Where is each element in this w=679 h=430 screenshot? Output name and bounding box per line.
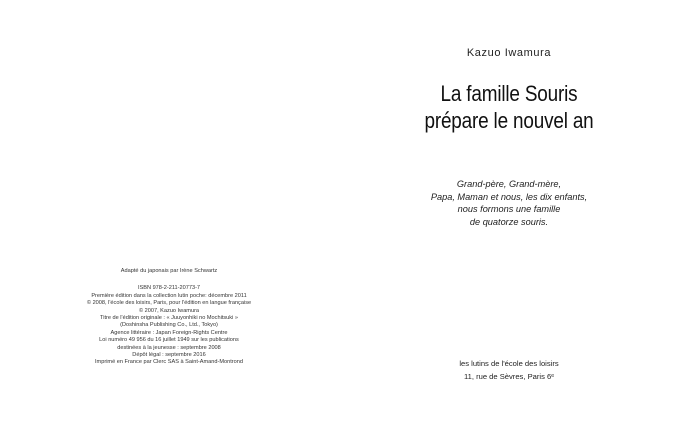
colophon [60,268,278,367]
epigraph-line-2: Papa, Maman et nous, les dix enfants, [430,191,588,202]
printer-line: Imprimé en France par Clerc SAS à Saint-Amand-Montrond [95,359,243,366]
publisher-address: 11, rue de Sèvres, Paris 6ᵉ [463,372,555,381]
book-title [363,80,655,134]
translation-credit: Adapté du japonais par Irène Schwartz [120,268,218,274]
title-line-2: prépare le nouvel an [424,108,594,133]
epigraph-line-3: nous formons une famille [457,204,561,215]
epigraph-line-1: Grand-père, Grand-mère, [456,179,562,189]
publisher-name: les lutins de l'école des loisirs [459,359,559,368]
title-line-1: La famille Souris [440,81,578,106]
original-title-line: Titre de l'édition originale : « Juuyonhiki no Mochitsuki » [100,315,238,322]
epigraph [339,178,679,228]
author-name: Kazuo Iwamura [466,47,552,59]
legal-deposit-line: Dépôt légal : septembre 2016 [132,352,206,359]
first-edition-line: Première édition dans la collection lutin poche: décembre 2011 [91,292,247,299]
epigraph-line-4: de quatorze souris. [469,216,549,227]
literary-agency-line: Agence littéraire : Japan Foreign-Rights Centre [110,329,228,336]
original-publisher-line: (Doshinsha Publishing Co., Ltd., Tokyo) [120,322,218,329]
law-line: Loi numéro 49 956 du 16 juillet 1949 sur les publications [99,337,239,344]
isbn-line: ISBN 978-2-211-20773-7 [137,285,201,292]
law-continued-line: destinées à la jeunesse : septembre 2008 [117,344,221,351]
publisher-imprint [339,357,679,383]
copyright-author-line: © 2007, Kazuo Iwamura [138,307,200,314]
copyright-french-line: © 2008, l'école des loisirs, Paris, pour l'édition en langue française [86,300,252,307]
title-page [339,0,679,430]
copyright-page [0,0,339,430]
